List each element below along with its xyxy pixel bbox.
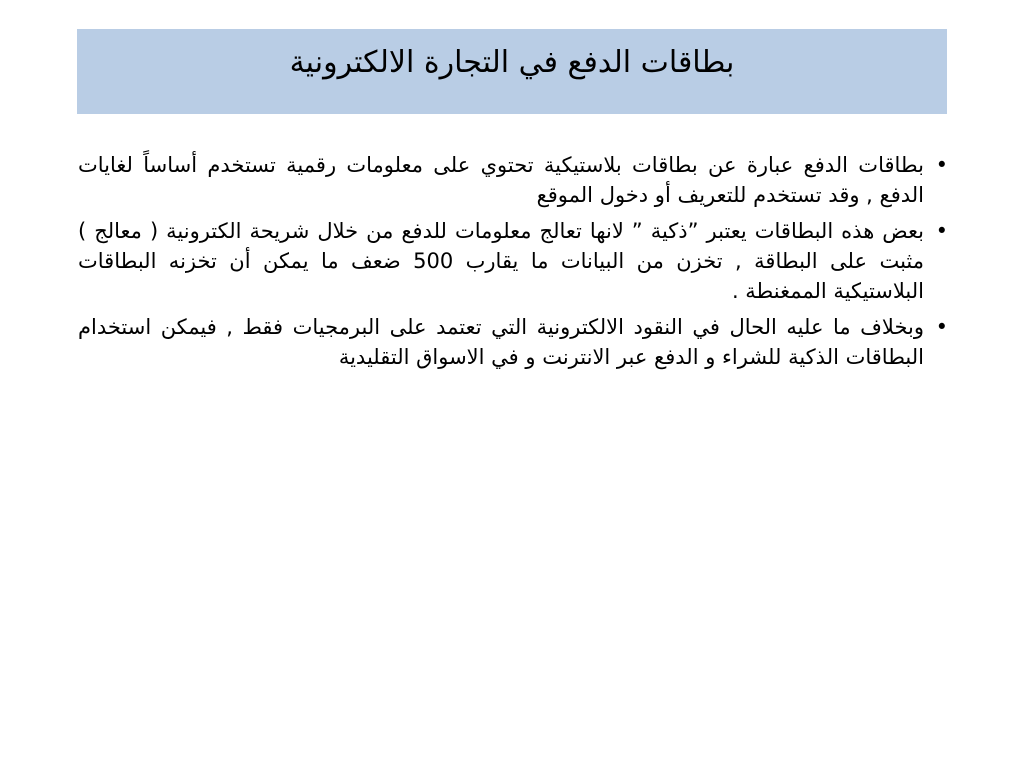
bullet-text-3: وبخلاف ما عليه الحال في النقود الالكترونية التي تعتمد على البرمجيات فقط , فيمكن استخدام البطاقات الذكية للشراء و الدفع عبر الانترنت و في الاسواق التقليدية (78, 315, 924, 369)
slide-title: بطاقات الدفع في التجارة الالكترونية (289, 44, 735, 80)
bullet-text-2: بعض هذه البطاقات يعتبر ”ذكية ” لانها تعالج معلومات للدفع من خلال شريحة الكترونية ( معالج ) مثبت على البطاقة , تخزن من البيانات ما يقارب 500 ضعف ما يمكن أن تخزنه البطاقات البلاستيكية الممغنطة . (78, 219, 924, 303)
bullet-item-2 (78, 216, 948, 306)
title-bar (77, 29, 947, 114)
bullet-dot-icon: • (935, 219, 948, 243)
content-area (78, 150, 948, 378)
bullet-dot-icon: • (935, 153, 948, 177)
bullet-dot-icon: • (935, 315, 948, 339)
bullet-list (78, 150, 948, 372)
bullet-item-1 (78, 150, 948, 210)
bullet-item-3 (78, 312, 948, 372)
bullet-text-1: بطاقات الدفع عبارة عن بطاقات بلاستيكية تحتوي على معلومات رقمية تستخدم أساساً لغايات الدفع , وقد تستخدم للتعريف أو دخول الموقع (78, 153, 924, 207)
